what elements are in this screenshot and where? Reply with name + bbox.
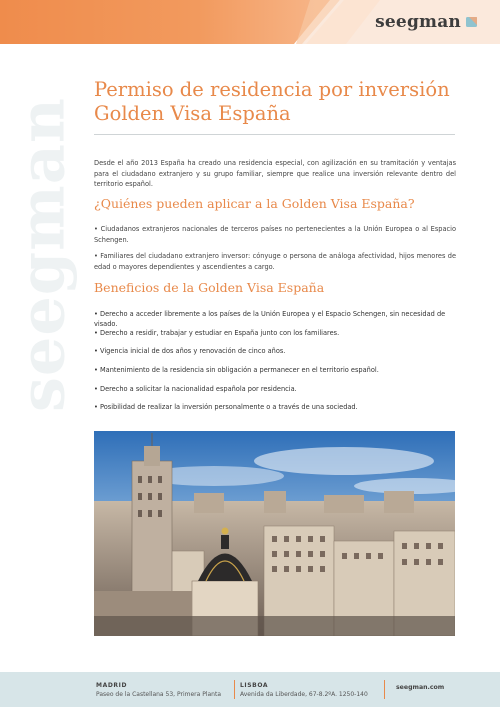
footer-lisboa-office (240, 681, 368, 699)
section-heading-who-can-apply: ¿Quiénes pueden aplicar a la Golden Visa España? (94, 196, 415, 211)
footer-lisboa-city: LISBOA (240, 682, 269, 689)
list-item: • Familiares del ciudadano extranjero inversor: cónyuge o persona de análoga afectividad, hijos menores de edad o mayores dependientes y ascendientes a cargo. (94, 252, 456, 271)
list-item: • Ciudadanos extranjeros nacionales de terceros países no pertenecientes a la Unión Europea o al Espacio Schengen. (94, 225, 456, 244)
intro-paragraph: Desde el año 2013 España ha creado una residencia especial, con agilización en su tramitación y ventajas para el ciudadano extranjero y su grupo familiar, siempre que realice una inversión relevante dentro del territorio español. (94, 159, 456, 188)
title-divider (94, 134, 455, 135)
header-banner (0, 0, 500, 44)
footer (0, 672, 500, 707)
brand-watermark: seegman (5, 97, 79, 413)
brand-logo[interactable] (375, 12, 478, 32)
cityscape-illustration (94, 431, 455, 636)
footer-website-link[interactable]: seegman.com (396, 684, 445, 691)
list-item: • Derecho a residir, trabajar y estudiar en España junto con los familiares. (94, 328, 340, 337)
footer-madrid-address: Paseo de la Castellana 53, Primera Planta (96, 691, 221, 698)
list-item: • Mantenimiento de la residencia sin obligación a permanecer en el territorio español. (94, 366, 379, 375)
footer-lisboa-address: Avenida da Liberdade, 67-8.2ºA. 1250-140 (240, 691, 368, 698)
list-item: • Derecho a acceder libremente a los países de la Unión Europea y el Espacio Schengen, sin necesidad de visado. (94, 310, 446, 328)
page-title (94, 78, 456, 126)
page-title-line-1: Permiso de residencia por inversión (94, 78, 450, 101)
footer-madrid-city: MADRID (96, 682, 128, 689)
list-item: • Vigencia inicial de dos años y renovación de cinco años. (94, 347, 286, 356)
logo-wordmark: seegman (375, 12, 461, 32)
footer-separator (384, 680, 385, 699)
madrid-cityscape-photo (94, 431, 455, 636)
footer-separator (234, 680, 235, 699)
list-item: • Posibilidad de realizar la inversión personalmente o a través de una sociedad. (94, 403, 358, 412)
page-title-line-2: Golden Visa España (94, 102, 291, 125)
eligibility-list (94, 224, 456, 278)
list-item: • Derecho a solicitar la nacionalidad española por residencia. (94, 384, 297, 393)
section-heading-benefits: Beneficios de la Golden Visa España (94, 280, 325, 295)
benefits-list (94, 309, 456, 421)
footer-madrid-office (96, 681, 221, 699)
logo-mark-icon (466, 16, 478, 28)
